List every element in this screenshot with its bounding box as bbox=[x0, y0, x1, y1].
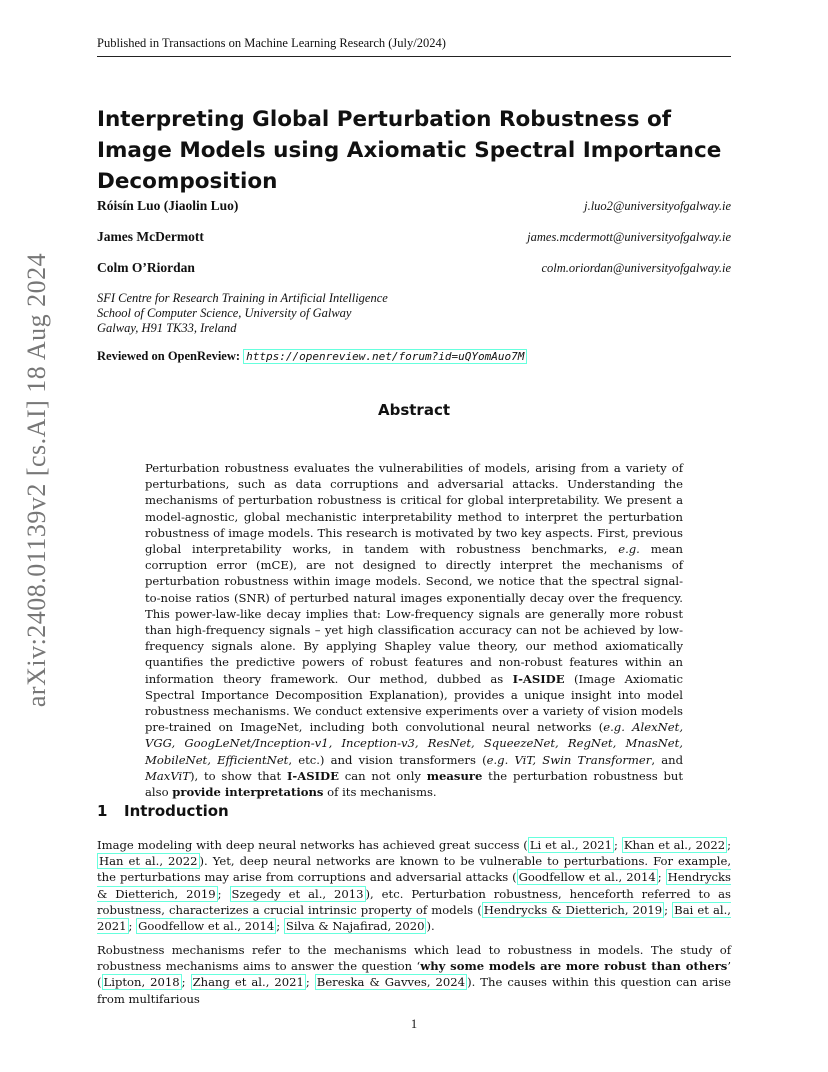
method-name: I-ASIDE bbox=[286, 768, 339, 783]
arxiv-sidebar bbox=[22, 252, 52, 708]
author-row bbox=[97, 198, 731, 216]
author-name: Colm O’Riordan bbox=[97, 260, 195, 275]
citation-link[interactable]: Silva & Najafirad, 2020 bbox=[285, 919, 425, 934]
author-name: Róisín Luo (Jiaolin Luo) bbox=[97, 198, 239, 213]
citation-link[interactable]: Zhang et al., 2021 bbox=[192, 975, 304, 990]
citation-link[interactable]: Szegedy et al., 2013 bbox=[231, 886, 364, 901]
emphasis: measure bbox=[426, 768, 483, 783]
affiliation-line: Galway, H91 TK33, Ireland bbox=[97, 321, 237, 335]
citation-link[interactable]: Hendrycks & Dietterich, 2019 bbox=[97, 870, 731, 901]
intro-paragraph: Image modeling with deep neural networks has achieved great success ( Li et al., 2021 ; Khan et al., 2022 ; Han et al., 2022 ). Yet, deep neural networks are known to be vulnerable to perturbations. For example, the perturbations may arise from corruptions and adversarial attacks ( Goodfellow et al., 2014 ; Hendrycks & Dietterich, 2019 ; Szegedy et al., 2013 ), etc. Perturbation robustness, henceforth referred to as robustness, characterizes a crucial intrinsic property of models ( Hendrycks & Dietterich, 2019 ; Bai et al., 2021 ; Goodfellow et al., 2014 ; Silva & Najafirad, 2020 ). bbox=[97, 838, 732, 934]
openreview-line bbox=[97, 349, 527, 364]
body-text: ). bbox=[426, 919, 435, 934]
emphasis: provide interpretations bbox=[172, 785, 324, 800]
body-text: Image modeling with deep neural networks has achieved great success ( bbox=[97, 838, 528, 852]
body-text: ). Yet, deep neural networks are known to be vulnerable to perturbations. For example, the perturbations may arise from corruptions and adversarial attacks ( bbox=[97, 854, 732, 885]
author-row bbox=[97, 229, 731, 247]
intro-paragraph: Robustness mechanisms refer to the mechanisms which lead to robustness in models. The study of robustness mechanisms aims to answer the question ‘why some models are more robust than others’ ( Lipton, 2018 ; Zhang et al., 2021 ; Bereska & Gavves, 2024 ). The causes within this question can arise from multifarious bbox=[97, 943, 732, 1006]
citation-link[interactable]: Khan et al., 2022 bbox=[623, 838, 726, 852]
journal-header: Published in Transactions on Machine Learning Research (July/2024) bbox=[97, 36, 731, 57]
abstract-text: , etc.) and vision transformers ( bbox=[288, 752, 487, 767]
section-title: Introduction bbox=[124, 802, 229, 820]
body-text: ), etc. Perturbation robustness, henceforth referred to as robustness, characterizes a crucial intrinsic property of models ( bbox=[97, 886, 731, 917]
method-expansion: Image Axiomatic Spectral Importance Decomposition Explanation bbox=[145, 671, 683, 702]
key-question: why some models are more robust than others bbox=[420, 959, 728, 974]
body-text: ’ ( bbox=[97, 959, 731, 990]
citation-link[interactable]: Goodfellow et al., 2014 bbox=[138, 919, 275, 934]
review-label: Reviewed on OpenReview: bbox=[97, 349, 241, 363]
abstract-body bbox=[145, 460, 683, 800]
citation-link[interactable]: Hendrycks & Dietterich, 2019 bbox=[483, 902, 663, 917]
body-text: ). The causes within this question can arise from multifarious bbox=[97, 975, 732, 1006]
author-email[interactable]: j.luo2@universityofgalway.ie bbox=[584, 199, 731, 213]
citation-link[interactable]: Han et al., 2022 bbox=[99, 854, 198, 869]
abstract-heading: Abstract bbox=[377, 401, 451, 419]
body-text: Robustness mechanisms refer to the mechanisms which lead to robustness in models. The study of robustness mechanisms aims to answer the question ‘ bbox=[97, 943, 731, 974]
abstract-text: Perturbation robustness evaluates the vulnerabilities of models, arising from a variety of perturbations, such as data corruptions and adversarial attacks. Understanding the mechanisms of perturbation robustness is critical for global interpretability. We present a model-agnostic, global mechanistic interpretability method to interpret the perturbation robustness of image models. This research is motivated by two key aspects. First, previous global interpretability works, in tandem with robustness benchmarks, bbox=[145, 461, 683, 557]
citation-link[interactable]: Bereska & Gavves, 2024 bbox=[316, 975, 466, 990]
method-name: I-ASIDE bbox=[512, 671, 565, 686]
section-number: 1 bbox=[97, 802, 108, 820]
abstract-text: ( bbox=[564, 671, 579, 686]
affiliation-line: School of Computer Science, University of Galway bbox=[97, 306, 352, 320]
arxiv-identifier: arXiv:2408.01139v2 [cs.AI] 18 Aug 2024 bbox=[22, 252, 51, 708]
abstract-text: , and bbox=[651, 752, 684, 767]
openreview-link[interactable]: https://openreview.net/forum?id=uQYomAuo7M bbox=[243, 349, 527, 364]
section-heading bbox=[97, 802, 229, 820]
paper-title: Interpreting Global Perturbation Robustness of Image Models using Axiomatic Spectral Importance Decomposition bbox=[97, 107, 722, 194]
author-email[interactable]: james.mcdermott@universityofgalway.ie bbox=[527, 230, 731, 244]
abstract-text: of its mechanisms. bbox=[323, 785, 437, 800]
page-number: 1 bbox=[410, 1017, 418, 1031]
abstract-text: e.g. bbox=[618, 542, 640, 557]
abstract-text: can not only bbox=[338, 768, 427, 783]
affiliation bbox=[97, 291, 388, 336]
maxvit-name: MaxViT bbox=[145, 768, 190, 783]
citation-link[interactable]: Goodfellow et al., 2014 bbox=[518, 870, 656, 885]
abstract-text: the perturbation robustness but also bbox=[145, 768, 683, 800]
abstract-text: ), provides a unique insight into model robustness mechanisms. We conduct extensive experiments over a variety of vision models pre-trained on ImageNet, including both convolutional neural networks ( bbox=[145, 687, 683, 735]
vit-list: e.g. ViT, Swin Transformer bbox=[486, 752, 652, 767]
affiliation-line: SFI Centre for Research Training in Artificial Intelligence bbox=[97, 291, 388, 305]
author-name: James McDermott bbox=[97, 229, 204, 244]
citation-link[interactable]: Li et al., 2021 bbox=[529, 838, 612, 852]
abstract-text: ), to show that bbox=[189, 768, 287, 783]
author-row bbox=[97, 260, 731, 278]
cnn-list: e.g. AlexNet, VGG, GoogLeNet/Inception-v1, Inception-v3, ResNet, SqueezeNet, RegNet, MnasNet, MobileNet, EfficientNet bbox=[145, 720, 684, 767]
citation-link[interactable]: Bai et al., 2021 bbox=[97, 902, 731, 934]
author-email[interactable]: colm.oriordan@universityofgalway.ie bbox=[541, 261, 731, 275]
citation-link[interactable]: Lipton, 2018 bbox=[103, 975, 180, 990]
abstract-text: mean corruption error (mCE), are not designed to directly interpret the mechanisms of perturbation robustness within image models. Second, we notice that the spectral signal-to-noise ratios (SNR) of perturbed natural images exponentially decay over the frequency. This power-law-like decay implies that: Low-frequency signals are generally more robust than high-frequency signals – yet high classification accuracy can not be achieved by low-frequency signals alone. By applying Shapley value theory, our method axiomatically quantifies the predictive powers of robust features and non-robust features within an information theory framework. Our method, dubbed as bbox=[145, 542, 683, 686]
